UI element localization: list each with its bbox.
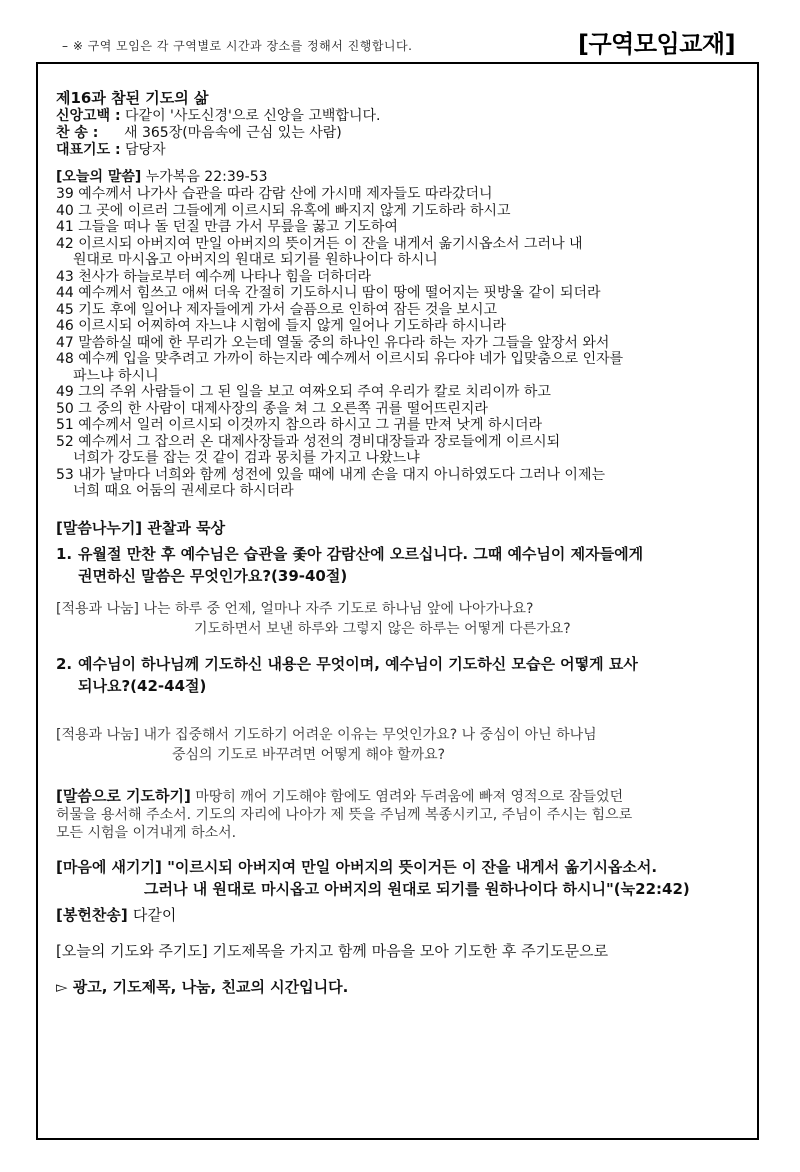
memorize-label: [마음에 새기기] bbox=[56, 857, 162, 876]
memorize-verse bbox=[56, 856, 746, 878]
announcements bbox=[56, 976, 746, 998]
scripture-heading bbox=[56, 169, 746, 186]
scripture-text bbox=[56, 186, 746, 500]
apply-2 bbox=[56, 725, 746, 745]
scripture-label: [오늘의 말씀] bbox=[56, 169, 142, 185]
verse-52-cont: 너희가 강도를 잡는 것 같이 검과 몽치를 가지고 나왔느냐 bbox=[73, 450, 420, 466]
offering-label: [봉헌찬송] bbox=[56, 905, 128, 924]
representative-prayer-label: 대표기도 : bbox=[56, 142, 121, 158]
hymn-label: 찬 송 : bbox=[56, 125, 99, 141]
question-1-line1: 유월절 만찬 후 예수님은 습관을 좇아 감람산에 오르십니다. 그때 예수님이 제자들에게 bbox=[78, 544, 644, 563]
verse-49: 49 그의 주위 사람들이 그 된 일을 보고 여짜오되 주여 우리가 칼로 치리이까 하고 bbox=[56, 384, 551, 400]
page-title: [구역모임교재] bbox=[578, 30, 736, 58]
confession-line bbox=[56, 108, 746, 125]
hymn-line bbox=[56, 125, 746, 142]
verse-46: 46 이르시되 어찌하여 자느냐 시험에 들지 않게 일어나 기도하라 하시니라 bbox=[56, 318, 507, 334]
lesson-content bbox=[56, 88, 746, 998]
question-2-line2: 되나요?(42-44절) bbox=[78, 676, 207, 695]
memorize-line2: 그러나 내 원대로 마시옵고 아버지의 원대로 되기를 원하나이다 하시니"(눅22:42) bbox=[144, 879, 690, 898]
closing-text: 기도제목을 가지고 함께 마음을 모아 기도한 후 주기도문으로 bbox=[212, 941, 609, 960]
apply-1-line1: 나는 하루 중 언제, 얼마나 자주 기도로 하나님 앞에 나아가나요? bbox=[143, 600, 534, 617]
representative-prayer-text: 담당자 bbox=[125, 142, 166, 158]
representative-prayer-line bbox=[56, 142, 746, 159]
verse-48-cont: 파느냐 하시니 bbox=[73, 367, 159, 384]
header-note: – ※ 구역 모임은 각 구역별로 시간과 장소를 정해서 진행합니다. bbox=[62, 39, 413, 53]
question-2 bbox=[56, 653, 746, 675]
verse-45: 45 기도 후에 일어나 제자들에게 가서 슬픔으로 인하여 잠든 것을 보시고 bbox=[56, 301, 497, 318]
apply-2-line1: 내가 집중해서 기도하기 어려운 이유는 무엇인가요? 나 중심이 아닌 하나님 bbox=[143, 726, 597, 743]
question-2-number: 2. bbox=[56, 654, 73, 673]
offering-text: 다같이 bbox=[132, 905, 177, 924]
verse-51: 51 예수께서 일러 이르시되 이것까지 참으라 하시고 그 귀를 만져 낫게 하시더라 bbox=[56, 417, 543, 433]
question-1-number: 1. bbox=[56, 544, 73, 563]
apply-1-label: [적용과 나눔] bbox=[56, 600, 139, 617]
sharing-heading: [말씀나누기] 관찰과 묵상 bbox=[56, 518, 226, 537]
confession-text: 다같이 '사도신경'으로 신앙을 고백합니다. bbox=[125, 108, 381, 124]
apply-1-line2: 기도하면서 보낸 하루와 그렇지 않은 하루는 어떻게 다른가요? bbox=[194, 620, 571, 637]
offering-hymn bbox=[56, 904, 746, 926]
announcements-text: 광고, 기도제목, 나눔, 친교의 시간입니다. bbox=[72, 977, 349, 996]
lesson-frame bbox=[36, 62, 759, 1140]
question-2-line1: 예수님이 하나님께 기도하신 내용은 무엇이며, 예수님이 기도하신 모습은 어떻게 묘사 bbox=[78, 654, 638, 673]
prayer-line1: 마땅히 깨어 기도해야 함에도 염려와 두려움에 빠져 영적으로 잠들었던 bbox=[195, 788, 624, 805]
verse-40: 40 그 곳에 이르러 그들에게 이르시되 유혹에 빠지지 않게 기도하라 하시고 bbox=[56, 202, 511, 219]
closing-prayer bbox=[56, 940, 746, 962]
apply-2-label: [적용과 나눔] bbox=[56, 726, 139, 743]
arrow-icon: ▻ bbox=[56, 977, 68, 996]
confession-label: 신앙고백 : bbox=[56, 108, 121, 124]
verse-53: 53 내가 날마다 너희와 함께 성전에 있을 때에 내게 손을 대지 아니하였도다 그러나 이제는 bbox=[56, 466, 606, 483]
verse-41: 41 그들을 떠나 돌 던질 만큼 가서 무릎을 꿇고 기도하여 bbox=[56, 219, 398, 235]
verse-53-cont: 너희 때요 어둠의 권세로다 하시더라 bbox=[73, 483, 294, 499]
verse-52: 52 예수께서 그 잡으러 온 대제사장들과 성전의 경비대장들과 장로들에게 이르시되 bbox=[56, 433, 561, 450]
memorize-line1: "이르시되 아버지여 만일 아버지의 뜻이거든 이 잔을 내게서 옮기시옵소서. bbox=[167, 857, 658, 876]
verse-44: 44 예수께서 힘쓰고 애써 더욱 간절히 기도하시니 땀이 땅에 떨어지는 핏방울 같이 되더라 bbox=[56, 285, 601, 301]
question-1 bbox=[56, 543, 746, 565]
apply-2-line2: 중심의 기도로 바꾸려면 어떻게 해야 할까요? bbox=[172, 746, 446, 763]
prayer-with-word bbox=[56, 787, 746, 806]
lesson-title: 제16과 참된 기도의 삶 bbox=[56, 89, 209, 107]
verse-42: 42 이르시되 아버지여 만일 아버지의 뜻이거든 이 잔을 내게서 옮기시옵소서 그러나 내 bbox=[56, 235, 583, 252]
closing-label: [오늘의 기도와 주기도] bbox=[56, 941, 208, 960]
prayer-with-word-label: [말씀으로 기도하기] bbox=[56, 786, 191, 805]
apply-1 bbox=[56, 599, 746, 619]
verse-43: 43 천사가 하늘로부터 예수께 나타나 힘을 더하더라 bbox=[56, 268, 371, 285]
verse-39: 39 예수께서 나가사 습관을 따라 감람 산에 가시매 제자들도 따라갔더니 bbox=[56, 186, 493, 202]
hymn-text: 새 365장(마음속에 근심 있는 사람) bbox=[124, 125, 342, 141]
scripture-reference: 누가복음 22:39-53 bbox=[145, 169, 268, 185]
verse-50: 50 그 중의 한 사람이 대제사장의 종을 쳐 그 오른쪽 귀를 떨어뜨린지라 bbox=[56, 400, 488, 417]
prayer-line3: 모든 시험을 이겨내게 하소서. bbox=[56, 824, 237, 841]
verse-42-cont: 원대로 마시옵고 아버지의 원대로 되기를 원하나이다 하시니 bbox=[73, 252, 438, 268]
verse-47: 47 말씀하실 때에 한 무리가 오는데 열둘 중의 하나인 유다라 하는 자가 그들을 앞장서 와서 bbox=[56, 334, 610, 351]
prayer-line2: 허물을 용서해 주소서. 기도의 자리에 나아가 제 뜻을 주님께 복종시키고, 주님이 주시는 힘으로 bbox=[56, 806, 633, 823]
verse-48: 48 예수께 입을 맞추려고 가까이 하는지라 예수께서 이르시되 유다야 네가 입맞춤으로 인자를 bbox=[56, 351, 624, 367]
question-1-line2: 권면하신 말씀은 무엇인가요?(39-40절) bbox=[78, 566, 348, 585]
